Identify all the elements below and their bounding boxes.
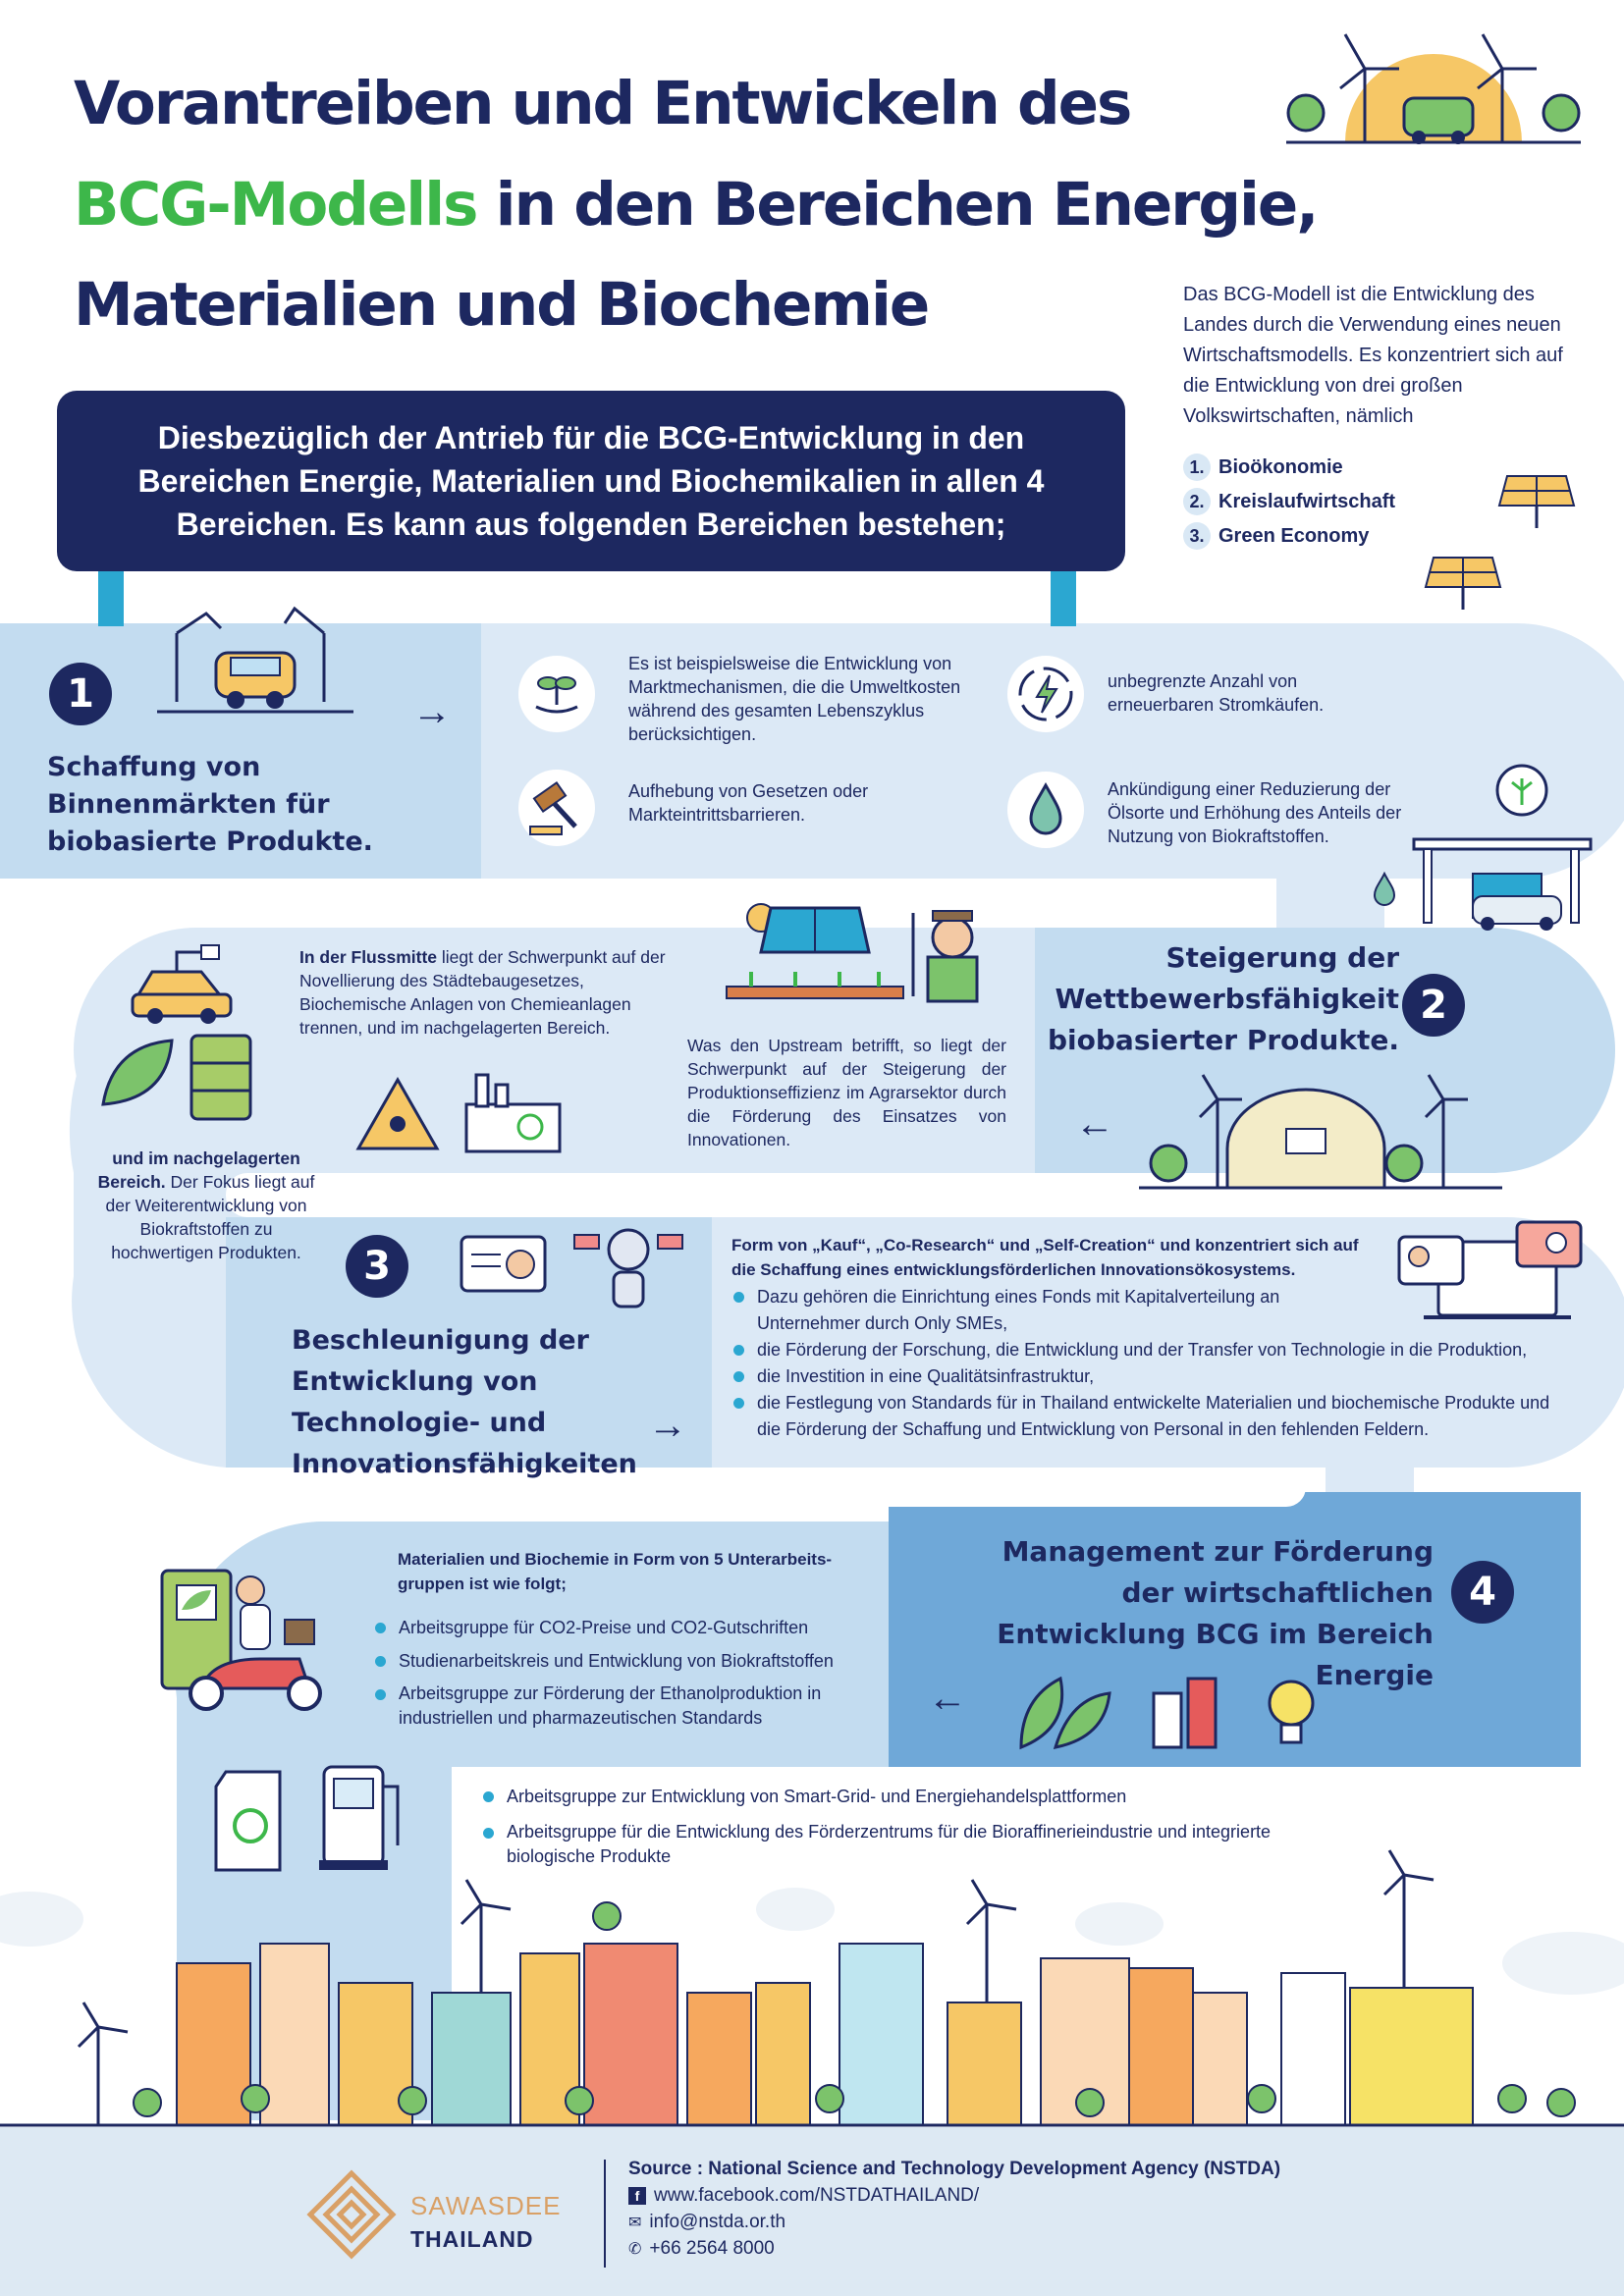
economy-item-3: 3. Green Economy <box>1183 522 1369 550</box>
sawasdee-logo-icon <box>306 2169 397 2260</box>
section-2-title: Steigerung der Wettbewerbsfähigkeit biobasierter Produkte. <box>1048 941 1399 1056</box>
renewable-power-icon <box>1007 656 1084 732</box>
section-2-downstream-text: und im nachgelagerten Bereich. Der Fokus liegt auf der Weiterentwicklung von Biokraftstoffen zu hochwertigen Produkten. <box>97 1148 315 1262</box>
section-2-midstream-text: In der Flussmitte liegt der Schwerpunkt auf der Novellierung des Städtebaugesetzes, Biochemische Anlagen von Chemieanlagen trennen, und im nachgelagerten Bereich. <box>299 947 666 1038</box>
banner-post-left <box>98 571 124 626</box>
section-2-number: 2 <box>1402 974 1465 1037</box>
section-4-title: Management zur Förderung der wirtschaftlichen Entwicklung BCG im Bereich Energie <box>997 1535 1434 1691</box>
section-3-arrow-icon: → <box>648 1404 687 1447</box>
gavel-icon <box>518 770 595 846</box>
leaf-battery-bulb-icon <box>1011 1659 1326 1757</box>
facebook-link[interactable]: f www.facebook.com/NSTDATHAILAND/ <box>628 2185 979 2207</box>
section-1-item-4: Ankündigung einer Reduzierung der Ölsorte und Erhöhung des Anteils der Nutzung von Biokraftstoffen. <box>1108 779 1402 846</box>
section-4-lead: Materialien und Biochemie in Form von 5 Unterarbeits-gruppen ist wie folgt; <box>398 1550 833 1593</box>
list-item: Arbeitsgruppe zur Förderung der Ethanolproduktion in industriellen und pharmazeutischen Standards <box>373 1682 874 1731</box>
list-item: Dazu gehören die Einrichtung eines Fonds mit Kapitalverteilung an Unternehmer durch Only SMEs, <box>731 1284 1307 1337</box>
plant-hand-icon <box>518 656 595 732</box>
list-item: die Förderung der Forschung, die Entwicklung und der Transfer von Technologie in die Produktion, <box>731 1337 1576 1363</box>
phone-icon: ✆ <box>628 2241 642 2258</box>
biofuel-scooter-icon <box>142 1561 339 1718</box>
phone-text: ✆ +66 2564 8000 <box>628 2238 775 2259</box>
email-icon: ✉ <box>628 2215 642 2231</box>
laptop-chat-icon <box>1394 1217 1586 1325</box>
title-line-2-rest: in den Bereichen Energie, <box>476 170 1318 240</box>
title-line-2 <box>74 170 1318 240</box>
oil-drop-icon <box>1007 772 1084 848</box>
section-3-lead: Form von „Kauf“, „Co-Research“ und „Self-Creation“ und konzentriert sich auf die Schaffung eines entwicklungsförderlichen Innovationsökosystems. <box>731 1236 1359 1279</box>
wind-car-illustration-icon <box>1286 29 1581 147</box>
section-1-arrow-icon: → <box>412 690 452 733</box>
section-1-item-3: Aufhebung von Gesetzen oder Markteintrittsbarrieren. <box>628 781 869 825</box>
section-2-upstream-text: Was den Upstream betrifft, so liegt der Schwerpunkt auf der Steigerung der Produktionseffizienz im Agrarsektor durch die Förderung des Einsatzes von Innovationen. <box>687 1036 1006 1149</box>
brand-name-1: SAWASDEE <box>410 2191 562 2220</box>
economy-item-1: 1. Bioökonomie <box>1183 454 1343 481</box>
biorefinery-illustration-icon <box>1139 1070 1502 1193</box>
biofuel-station-illustration-icon <box>1365 761 1596 933</box>
footer-divider <box>604 2160 606 2268</box>
source-text: Source : National Science and Technology Development Agency (NSTDA) <box>628 2159 1281 2179</box>
city-skyline-icon <box>0 1845 1624 2130</box>
electric-car-icon <box>118 937 255 1026</box>
section-3-title: Beschleunigung der Entwicklung von Technologie- und Innovationsfähigkeiten <box>292 1325 637 1479</box>
brand-name-2: THAILAND <box>410 2226 534 2252</box>
section-2-arrow-icon: ← <box>1075 1102 1114 1146</box>
solar-panel-icon <box>1424 553 1502 612</box>
list-item: die Festlegung von Standards für in Thailand entwickelte Materialien und biochemische Produkte und die Förderung der Schaffung und Entwicklung von Personal in den fehlenden Feldern. <box>731 1390 1576 1443</box>
car-factory-illustration-icon <box>157 594 353 721</box>
title-highlight: BCG-Modells <box>74 170 477 240</box>
list-item: Arbeitsgruppe zur Entwicklung von Smart-Grid- und Energiehandelsplattformen <box>481 1784 1286 1810</box>
intro-text: Das BCG-Modell ist die Entwicklung des Landes durch die Verwendung eines neuen Wirtschaftsmodells. Es konzentriert sich auf die Entwicklung von drei großen Volkswirtschaften, nämlich <box>1183 284 1563 427</box>
section-3-number: 3 <box>346 1235 408 1298</box>
intro-banner: Diesbezüglich der Antrieb für die BCG-Entwicklung in den Bereichen Energie, Materialien und Biochemikalien in allen 4 Bereichen. Es kann aus folgenden Bereichen bestehen; <box>57 391 1125 571</box>
title-line-1: Vorantreiben und Entwickeln des <box>74 69 1131 138</box>
section-4-number: 4 <box>1451 1561 1514 1624</box>
list-item: Arbeitsgruppe für die Entwicklung des Förderzentrums für die Bioraffinerieindustrie und integrierte biologische Produkte <box>481 1820 1286 1869</box>
list-item: Arbeitsgruppe für CO2-Preise und CO2-Gutschriften <box>373 1615 874 1641</box>
email-link[interactable]: ✉ info@nstda.or.th <box>628 2212 786 2232</box>
section-1-item-1: Es ist beispielsweise die Entwicklung von Marktmechanismen, die die Umweltkosten während des gesamten Lebenszyklus berücksichtigen. <box>628 654 961 744</box>
title-line-3: Materialien und Biochemie <box>74 270 929 340</box>
footer <box>0 2127 1624 2296</box>
banner-post-right <box>1051 571 1076 626</box>
section-4-arrow-icon: ← <box>928 1677 967 1720</box>
list-item: Studienarbeitskreis und Entwicklung von Biokraftstoffen <box>373 1648 874 1675</box>
solar-farmer-illustration-icon <box>722 893 997 1006</box>
section-1-item-2: unbegrenzte Anzahl von erneuerbaren Stromkäufen. <box>1108 671 1325 715</box>
section-4-list <box>373 1615 874 1731</box>
economy-item-2: 2. Kreislaufwirtschaft <box>1183 488 1395 515</box>
hazard-factory-icon <box>353 1060 569 1158</box>
section-1-title: Schaffung von Binnenmärkten für biobasierte Produkte. <box>47 752 373 857</box>
section-1-number: 1 <box>49 663 112 725</box>
facebook-icon: f <box>628 2187 646 2205</box>
leaf-barrel-icon <box>93 1026 270 1124</box>
chat-robot-icon <box>457 1225 692 1313</box>
solar-panel-icon <box>1497 471 1576 530</box>
list-item: die Investition in eine Qualitätsinfrastruktur, <box>731 1363 1576 1390</box>
